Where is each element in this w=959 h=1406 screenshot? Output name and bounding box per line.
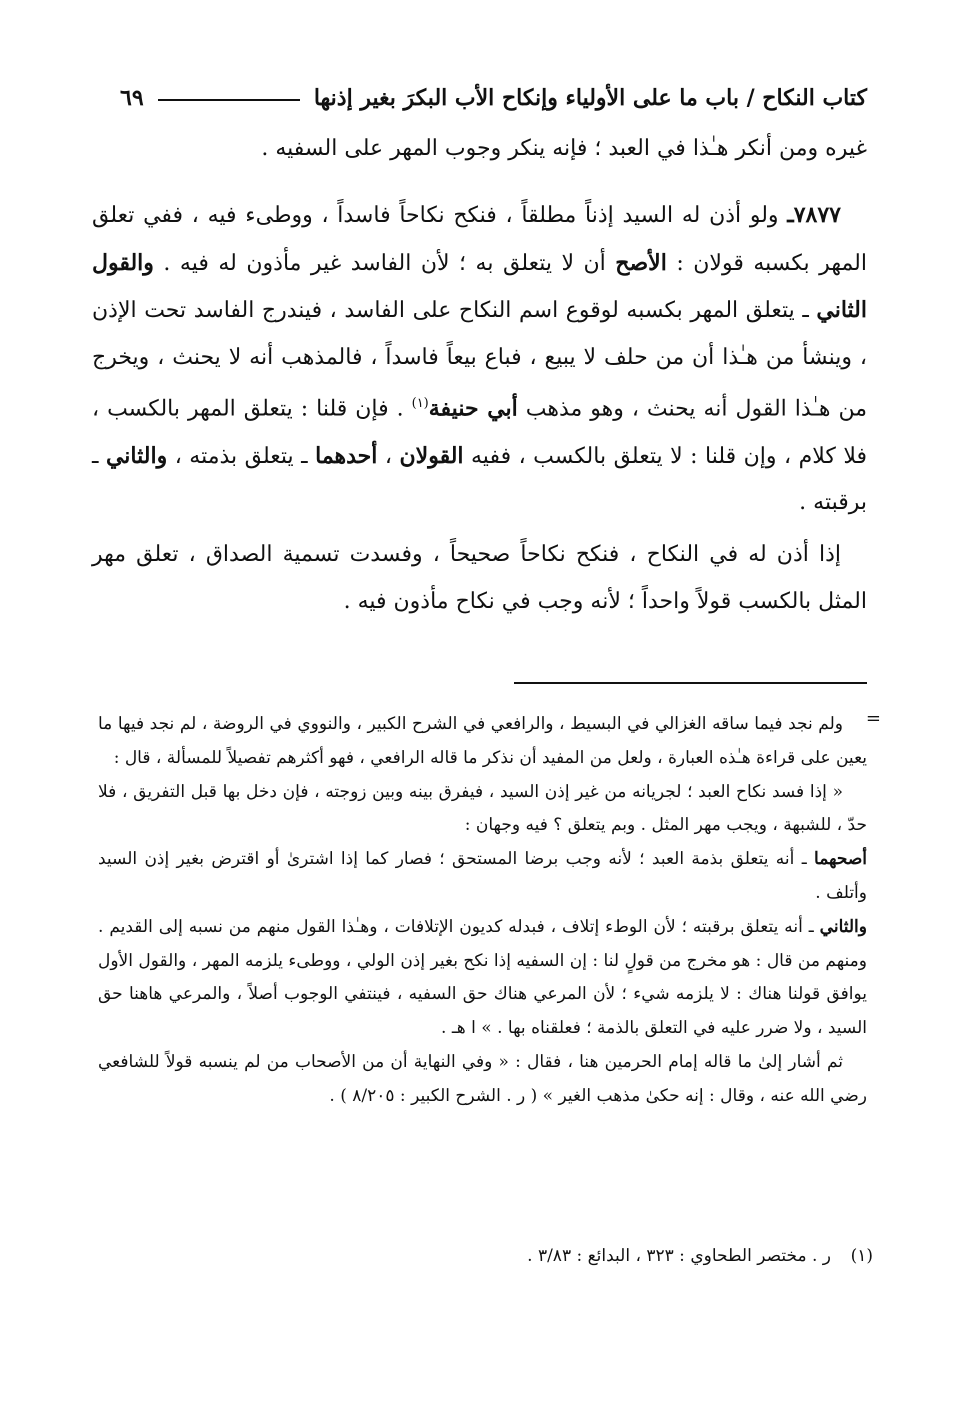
continuation-mark: = <box>865 708 881 729</box>
bold-term-first: أحدهما <box>315 442 378 469</box>
footnote-text: ـ أنه يتعلق بذمة العبد ؛ لأنه وجب برضا المستحق ؛ فصار كما إذا اشترىٰ أو اقترض بغير إذن السيد وأتلف . <box>98 849 867 903</box>
footnote-quote-paragraph: « إذا فسد نكاح العبد ؛ لجريانه من غير إذن السيد ، فيفرق بينه وبين زوجته ، فإن دخل بها قبل التفريق ، فلا حدّ ، للشبهة ، ويجب مهر المثل . وبم يتعلق ؟ فيه وجهان : <box>98 781 867 836</box>
footnote-1-text: ر . مختصر الطحاوي : ٣٢٣ ، البدائع : ٣/٨٣ . <box>527 1246 831 1266</box>
text-run: ولو أذن له السيد إذناً مطلقاً ، فنكح نكاحاً فاسداً ، ووطىء فيه ، ففي تعلق المهر بكسبه قولان : <box>92 203 867 276</box>
footnote-paragraph: ثم أشار إلىٰ ما قاله إمام الحرمين هنا ، فقال : « وفي النهاية أن من الأصحاب من لم ينسبه قولاً للشافعي رضي الله عنه ، وقال : إنه حكىٰ مذهب الغير » ( ر . الشرح الكبير : ٨/٢٠٥ ) . <box>98 1051 867 1106</box>
carry-over-line <box>92 126 867 173</box>
bold-term-asah: الأصح <box>615 249 667 276</box>
text-run: أن لا يتعلق به ؛ لأن الفاسد غير مأذون له فيه . <box>153 250 616 276</box>
text-run: . فإن قلنا : يتعلق المهر بالكسب ، فلا كلام ، وإن قلنا : لا يتعلق بالكسب ، ففيه <box>92 396 867 469</box>
text-run: ـ برقبته . <box>92 443 867 516</box>
footnote-separator <box>514 682 867 684</box>
bold-term-abu-hanifa: أبي حنيفة <box>428 395 518 422</box>
running-title: كتاب النكاح / باب ما على الأولياء وإنكاح الأب البكرَ بغير إذنها <box>313 85 867 111</box>
footnote-reference: (١) <box>411 396 429 411</box>
bold-term-second-opinion: والقول الثاني <box>92 249 867 323</box>
footnotes-continued <box>98 708 881 1114</box>
bold-term-thani: والثاني <box>819 916 867 937</box>
text-run: ، <box>377 443 400 469</box>
issue-number: ٧٨٧٧ـ <box>787 202 841 228</box>
page-number: ٦٩ <box>120 85 144 111</box>
footnote-1-number: (١) <box>850 1246 873 1266</box>
carry-over-text: غيره ومن أنكر هـٰذا في العبد ؛ فإنه ينكر وجوب المهر على السفيه . <box>261 136 867 161</box>
header-rule <box>158 99 300 101</box>
bold-term-second: والثاني <box>105 442 168 469</box>
running-header <box>120 78 867 118</box>
footnote-1 <box>98 1238 873 1274</box>
second-paragraph-text: إذا أذن له في النكاح ، فنكح نكاحاً صحيحاً ، وفسدت تسمية الصداق ، تعلق مهر المثل بالكسب قولاً واحداً ؛ لأنه وجب في نكاح مأذون فيه . <box>92 542 867 614</box>
bold-term-two-opinions: القولان <box>399 442 464 469</box>
footnote-text: ـ أنه يتعلق برقبته ؛ لأن الوطء إتلاف ، فبدله كديون الإتلافات ، وهـٰذا القول منهم من نسبه إلى القديم . ومنهم من قال : هو مخرج من قولٍ لنا : إن السفيه إذا نكح بغير إذن الولي ، ووطىء يلزمه المهر ، والقول الأول يوافق قولنا هناك : لا يلزمه شيء ؛ لأن المرعي هناك حق السفيه ، فينتفي الوجوب أصلاً ، والمرعي هاهنا حق السيد ، ولا ضرر عليه في التعلق بالذمة ؛ فعلقناه بها . » ا هـ . <box>98 916 867 1039</box>
footnote-paragraph: ولم نجد فيما ساقه الغزالي في البسيط ، والرافعي في الشرح الكبير ، والنووي في الروضة ، لم نجد فيها ما يعين على قراءة هـٰذه العبارة ، ولعل من المفيد أن نذكر ما قاله الرافعي ، فهو أكثرهم تفصيلاً للمسألة ، قال : <box>98 714 867 768</box>
second-paragraph <box>92 532 867 625</box>
text-run: ـ يتعلق المهر بكسبه لوقوع اسم النكاح على الفاسد ، فيندرج الفاسد تحت الإذن ، وينشأ من هـٰذا أن من حلف لا يبيع ، فباع بيعاً فاسداً ، فالمذهب أنه لا يحنث ، ويخرج من هـٰذا القول أنه يحنث ، وهو مذهب <box>92 298 867 422</box>
bold-term-ashahuma: أصحهما <box>814 849 867 870</box>
text-run: ـ يتعلق بذمته ، <box>167 443 316 469</box>
issue-7877-paragraph <box>92 192 867 527</box>
